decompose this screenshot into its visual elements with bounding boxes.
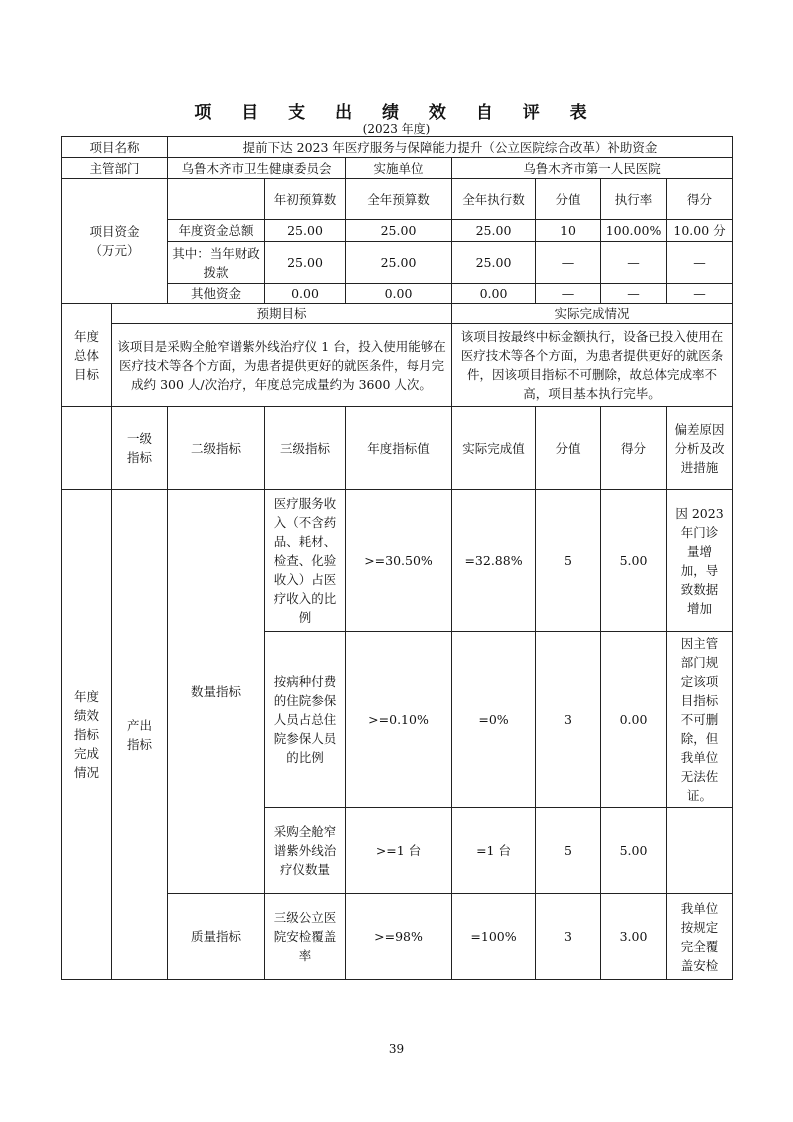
impl-value: 乌鲁木齐市第一人民医院 (452, 158, 733, 179)
funds-row-label: 年度资金总额 (168, 220, 265, 242)
actual-cell: =0% (452, 632, 536, 808)
ind-header-level1: 一级指标 (112, 407, 168, 490)
funds-header-row (62, 179, 733, 220)
ind-header-target: 年度指标值 (346, 407, 452, 490)
target-cell: >=30.50% (346, 490, 452, 632)
project-name-row (62, 137, 733, 158)
funds-header-2: 全年执行数 (452, 179, 536, 220)
funds-row-label: 其中：当年财政拨款 (168, 242, 265, 284)
expected-text: 该项目是采购全舱窄谱紫外线治疗仪 1 台，投入使用能够在医疗技术等各个方面，为患者提供更好的就医条件，每月完成约 300 人/次治疗，年度总完成量约为 3600 人次。 (112, 324, 452, 407)
actual-cell: =32.88% (452, 490, 536, 632)
funds-cell: 10 (536, 220, 601, 242)
funds-header-1: 全年预算数 (346, 179, 452, 220)
target-cell: >=0.10% (346, 632, 452, 808)
reason-cell: 因主管部门规定该项目指标不可删除，但我单位无法佐证。 (667, 632, 733, 808)
score-value-cell: 3 (536, 632, 601, 808)
funds-cell: — (601, 242, 667, 284)
target-cell: >=98% (346, 894, 452, 980)
indicator-header-row (62, 407, 733, 490)
overall-content-row (62, 324, 733, 407)
funds-cell: 25.00 (452, 242, 536, 284)
overall-header-row (62, 304, 733, 324)
level3-cell: 三级公立医院安检覆盖率 (265, 894, 346, 980)
level3-cell: 采购全舱窄谱紫外线治疗仪数量 (265, 808, 346, 894)
actual-cell: =1 台 (452, 808, 536, 894)
level3-cell: 按病种付费的住院参保人员占总住院参保人员的比例 (265, 632, 346, 808)
funds-cell: — (667, 284, 733, 304)
funds-cell: 25.00 (452, 220, 536, 242)
funds-cell: 25.00 (265, 220, 346, 242)
indicator-section-label: 年度绩效指标完成情况 (62, 490, 112, 980)
indicator-blank-cell (62, 407, 112, 490)
funds-header-4: 执行率 (601, 179, 667, 220)
funds-label: 项目资金 （万元） (62, 179, 168, 304)
ind-header-level3: 三级指标 (265, 407, 346, 490)
indicator-row (62, 490, 733, 632)
page-number: 39 (388, 1042, 405, 1056)
funds-cell: 25.00 (265, 242, 346, 284)
funds-header-0: 年初预算数 (265, 179, 346, 220)
actual-text: 该项目按最终中标金额执行，设备已投入使用在医疗技术等各个方面，为患者提供更好的就医条件，因该项目指标不可删除，故总体完成率不高，项目基本执行完毕。 (452, 324, 733, 407)
page-title: 项 目 支 出 绩 效 自 评 表 (194, 103, 599, 123)
funds-cell: — (601, 284, 667, 304)
impl-label: 实施单位 (346, 158, 452, 179)
dept-label: 主管部门 (62, 158, 168, 179)
score-value-cell: 5 (536, 490, 601, 632)
funds-cell: — (667, 242, 733, 284)
reason-cell: 因 2023 年门诊量增加，导致数据增加 (667, 490, 733, 632)
level2-cell: 质量指标 (168, 894, 265, 980)
score-value-cell: 3 (536, 894, 601, 980)
funds-header-5: 得分 (667, 179, 733, 220)
funds-cell: 0.00 (452, 284, 536, 304)
expected-header: 预期目标 (112, 304, 452, 324)
funds-cell: — (536, 284, 601, 304)
ind-header-level2: 二级指标 (168, 407, 265, 490)
funds-cell: — (536, 242, 601, 284)
project-name-label: 项目名称 (62, 137, 168, 158)
level3-cell: 医疗服务收入（不含药品、耗材、检查、化验收入）占医疗收入的比例 (265, 490, 346, 632)
score-cell: 0.00 (601, 632, 667, 808)
score-cell: 3.00 (601, 894, 667, 980)
target-cell: >=1 台 (346, 808, 452, 894)
department-row (62, 158, 733, 179)
actual-cell: =100% (452, 894, 536, 980)
funds-header-3: 分值 (536, 179, 601, 220)
score-cell: 5.00 (601, 490, 667, 632)
funds-cell: 100.00% (601, 220, 667, 242)
report-year: (2023 年度) (362, 122, 431, 136)
level1-cell: 产出指标 (112, 490, 168, 980)
actual-header: 实际完成情况 (452, 304, 733, 324)
funds-row-label: 其他资金 (168, 284, 265, 304)
funds-cell: 10.00 分 (667, 220, 733, 242)
ind-header-score-value: 分值 (536, 407, 601, 490)
ind-header-reason: 偏差原因分析及改进措施 (667, 407, 733, 490)
funds-cell: 0.00 (265, 284, 346, 304)
overall-label: 年度总体目标 (62, 304, 112, 407)
funds-cell: 25.00 (346, 220, 452, 242)
ind-header-score: 得分 (601, 407, 667, 490)
dept-value: 乌鲁木齐市卫生健康委员会 (168, 158, 346, 179)
funds-blank-cell (168, 179, 265, 220)
ind-header-actual: 实际完成值 (452, 407, 536, 490)
project-name-value: 提前下达 2023 年医疗服务与保障能力提升（公立医院综合改革）补助资金 (168, 137, 733, 158)
reason-cell (667, 808, 733, 894)
score-value-cell: 5 (536, 808, 601, 894)
reason-cell: 我单位按规定完全覆盖安检 (667, 894, 733, 980)
level2-cell: 数量指标 (168, 490, 265, 894)
performance-table (61, 136, 733, 980)
funds-cell: 0.00 (346, 284, 452, 304)
score-cell: 5.00 (601, 808, 667, 894)
funds-cell: 25.00 (346, 242, 452, 284)
